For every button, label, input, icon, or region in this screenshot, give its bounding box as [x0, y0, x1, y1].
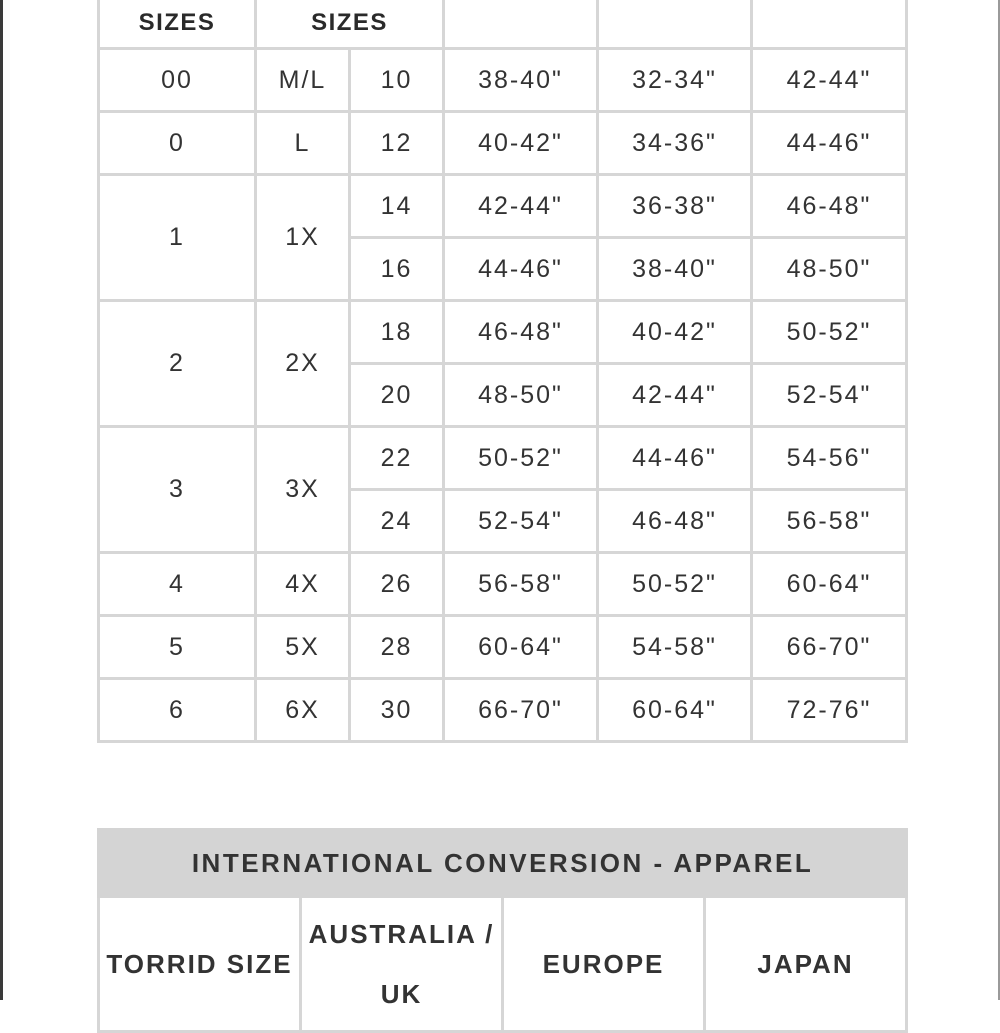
left-edge-divider — [0, 0, 3, 1000]
measurement-cell: 56-58" — [752, 490, 907, 553]
measurement-cell: 42-44" — [752, 49, 907, 112]
torrid-size-cell: 3 — [99, 427, 256, 553]
measurement-cell: 66-70" — [752, 616, 907, 679]
measurement-cell: 50-52" — [444, 427, 598, 490]
measurement-cell: 56-58" — [444, 553, 598, 616]
measurement-cell: 38-40" — [598, 238, 752, 301]
header-cell — [752, 0, 907, 49]
header-cell: SIZES — [99, 0, 256, 49]
column-header-torrid-size: TORRID SIZE — [99, 897, 301, 1032]
column-header-japan: JAPAN — [705, 897, 907, 1032]
measurement-cell: 66-70" — [444, 679, 598, 742]
table-row — [99, 427, 907, 490]
measurement-cell: 50-52" — [598, 553, 752, 616]
measurement-cell: 50-52" — [752, 301, 907, 364]
numeric-size-cell: 18 — [350, 301, 444, 364]
measurement-cell: 40-42" — [444, 112, 598, 175]
letter-size-cell: M/L — [256, 49, 350, 112]
measurement-cell: 52-54" — [752, 364, 907, 427]
header-cell: SIZES — [256, 0, 444, 49]
measurement-cell: 48-50" — [752, 238, 907, 301]
numeric-size-cell: 28 — [350, 616, 444, 679]
numeric-size-cell: 26 — [350, 553, 444, 616]
measurement-cell: 46-48" — [444, 301, 598, 364]
measurement-cell: 34-36" — [598, 112, 752, 175]
conversion-table-title: INTERNATIONAL CONVERSION - APPAREL — [99, 830, 907, 897]
numeric-size-cell: 24 — [350, 490, 444, 553]
measurement-cell: 52-54" — [444, 490, 598, 553]
measurement-cell: 44-46" — [752, 112, 907, 175]
measurement-cell: 48-50" — [444, 364, 598, 427]
measurement-cell: 38-40" — [444, 49, 598, 112]
measurement-cell: 42-44" — [444, 175, 598, 238]
letter-size-cell: 4X — [256, 553, 350, 616]
measurement-cell: 42-44" — [598, 364, 752, 427]
torrid-size-cell: 4 — [99, 553, 256, 616]
letter-size-cell: 1X — [256, 175, 350, 301]
table-row — [99, 301, 907, 364]
measurement-cell: 46-48" — [752, 175, 907, 238]
measurement-cell: 40-42" — [598, 301, 752, 364]
torrid-size-cell: 00 — [99, 49, 256, 112]
table-row — [99, 553, 907, 616]
numeric-size-cell: 12 — [350, 112, 444, 175]
measurement-cell: 36-38" — [598, 175, 752, 238]
letter-size-cell: 6X — [256, 679, 350, 742]
header-cell — [444, 0, 598, 49]
letter-size-cell: 3X — [256, 427, 350, 553]
measurement-cell: 44-46" — [598, 427, 752, 490]
numeric-size-cell: 10 — [350, 49, 444, 112]
header-cell — [598, 0, 752, 49]
numeric-size-cell: 22 — [350, 427, 444, 490]
numeric-size-cell: 16 — [350, 238, 444, 301]
measurement-cell: 54-56" — [752, 427, 907, 490]
column-header-europe: EUROPE — [503, 897, 705, 1032]
torrid-size-cell: 0 — [99, 112, 256, 175]
numeric-size-cell: 20 — [350, 364, 444, 427]
measurement-cell: 46-48" — [598, 490, 752, 553]
conversion-title-row — [99, 830, 907, 897]
international-conversion-table — [97, 828, 908, 1033]
measurement-cell: 54-58" — [598, 616, 752, 679]
size-chart-header-row — [99, 0, 907, 49]
size-chart-table — [97, 0, 908, 743]
torrid-size-cell: 1 — [99, 175, 256, 301]
table-row — [99, 175, 907, 238]
numeric-size-cell: 30 — [350, 679, 444, 742]
numeric-size-cell: 14 — [350, 175, 444, 238]
measurement-cell: 44-46" — [444, 238, 598, 301]
table-row — [99, 112, 907, 175]
table-row — [99, 49, 907, 112]
letter-size-cell: 5X — [256, 616, 350, 679]
letter-size-cell: L — [256, 112, 350, 175]
measurement-cell: 72-76" — [752, 679, 907, 742]
measurement-cell: 32-34" — [598, 49, 752, 112]
torrid-size-cell: 2 — [99, 301, 256, 427]
letter-size-cell: 2X — [256, 301, 350, 427]
conversion-header-row — [99, 897, 907, 1032]
measurement-cell: 60-64" — [752, 553, 907, 616]
table-row — [99, 679, 907, 742]
torrid-size-cell: 6 — [99, 679, 256, 742]
torrid-size-cell: 5 — [99, 616, 256, 679]
table-row — [99, 616, 907, 679]
measurement-cell: 60-64" — [598, 679, 752, 742]
column-header-australia-uk: AUSTRALIA / UK — [301, 897, 503, 1032]
measurement-cell: 60-64" — [444, 616, 598, 679]
